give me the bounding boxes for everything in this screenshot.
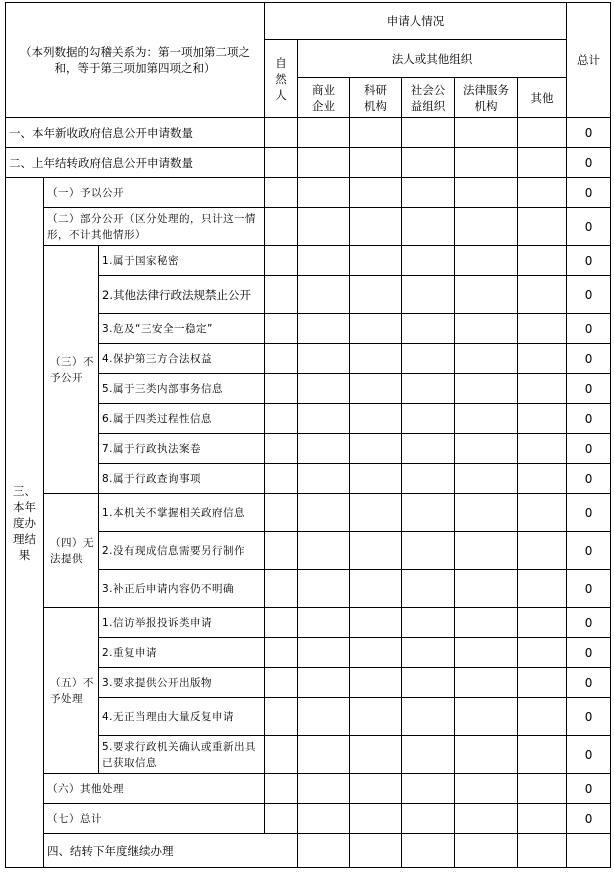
row-label: （七）总计 bbox=[44, 804, 265, 834]
row-label: 四、结转下年度继续办理 bbox=[44, 834, 298, 868]
table-row bbox=[6, 178, 611, 208]
table-row bbox=[6, 148, 611, 178]
row-label: 二、上年结转政府信息公开申请数量 bbox=[6, 148, 265, 178]
row-label: 3.补正后申请内容仍不明确 bbox=[99, 570, 265, 608]
table-row bbox=[6, 246, 611, 276]
total-value: 0 bbox=[567, 404, 611, 434]
row-label: 2.没有现成信息需要另行制作 bbox=[99, 532, 265, 570]
header-research: 科研机构 bbox=[350, 78, 402, 118]
total-value: 0 bbox=[567, 118, 611, 148]
row-label: （二）部分公开（区分处理的，只计这一情形，不计其他情形） bbox=[44, 208, 265, 246]
row-label: 一、本年新收政府信息公开申请数量 bbox=[6, 118, 265, 148]
header-legal-group: 法人或其他组织 bbox=[298, 40, 567, 78]
row-label: 8.属于行政查询事项 bbox=[99, 464, 265, 494]
total-value: 0 bbox=[567, 148, 611, 178]
row-label: 1.信访举报投诉类申请 bbox=[99, 608, 265, 638]
header-commercial: 商业企业 bbox=[298, 78, 350, 118]
header-legal-service: 法律服务机构 bbox=[455, 78, 518, 118]
total-value: 0 bbox=[567, 736, 611, 774]
row-label: 1.本机关不掌握相关政府信息 bbox=[99, 494, 265, 532]
total-value: 0 bbox=[567, 698, 611, 736]
gov-info-disclosure-table bbox=[5, 2, 611, 868]
total-value: 0 bbox=[567, 246, 611, 276]
row-label: 5.要求行政机关确认或重新出具已获取信息 bbox=[99, 736, 265, 774]
total-value: 0 bbox=[567, 178, 611, 208]
total-value: 0 bbox=[567, 804, 611, 834]
row-label: 1.属于国家秘密 bbox=[99, 246, 265, 276]
row-label: 7.属于行政执法案卷 bbox=[99, 434, 265, 464]
total-value: 0 bbox=[567, 208, 611, 246]
row-label: 5.属于三类内部事务信息 bbox=[99, 374, 265, 404]
table-row bbox=[6, 494, 611, 532]
table-row bbox=[6, 118, 611, 148]
row-label: （六）其他处理 bbox=[44, 774, 265, 804]
group-label: （三）不予公开 bbox=[44, 246, 99, 494]
row-label: 3.危及“三安全一稳定” bbox=[99, 314, 265, 344]
total-value: 0 bbox=[567, 608, 611, 638]
row-label: 2.其他法律行政法规禁止公开 bbox=[99, 276, 265, 314]
total-value: 0 bbox=[567, 314, 611, 344]
header-other: 其他 bbox=[518, 78, 567, 118]
group-label: （五）不予处理 bbox=[44, 608, 99, 774]
header-total: 总计 bbox=[567, 3, 611, 118]
total-value: 0 bbox=[567, 344, 611, 374]
header-note: （本列数据的勾稽关系为：第一项加第二项之和，等于第三项加第四项之和） bbox=[6, 3, 265, 118]
table-row bbox=[6, 834, 611, 868]
row-label: 2.重复申请 bbox=[99, 638, 265, 668]
total-value: 0 bbox=[567, 774, 611, 804]
total-value: 0 bbox=[567, 638, 611, 668]
total-value: 0 bbox=[567, 276, 611, 314]
total-value: 0 bbox=[567, 570, 611, 608]
group-label: （四）无法提供 bbox=[44, 494, 99, 608]
total-value: 0 bbox=[567, 434, 611, 464]
header-natural-person: 自然人 bbox=[265, 40, 298, 118]
row-label: 4.保护第三方合法权益 bbox=[99, 344, 265, 374]
total-value: 0 bbox=[567, 668, 611, 698]
total-value: 0 bbox=[567, 494, 611, 532]
table-row bbox=[6, 608, 611, 638]
row-label: 6.属于四类过程性信息 bbox=[99, 404, 265, 434]
row-label: 4.无正当理由大量反复申请 bbox=[99, 698, 265, 736]
total-value: 0 bbox=[567, 464, 611, 494]
header-applicant: 申请人情况 bbox=[265, 3, 567, 40]
total-value: 0 bbox=[567, 532, 611, 570]
section-label: 三、本年度办理结果 bbox=[6, 178, 44, 868]
row-label: （一）予以公开 bbox=[44, 178, 265, 208]
table-row bbox=[6, 804, 611, 834]
row-label: 3.要求提供公开出版物 bbox=[99, 668, 265, 698]
table-row bbox=[6, 208, 611, 246]
total-value: 0 bbox=[567, 374, 611, 404]
header-social: 社会公益组织 bbox=[402, 78, 455, 118]
table-row bbox=[6, 774, 611, 804]
